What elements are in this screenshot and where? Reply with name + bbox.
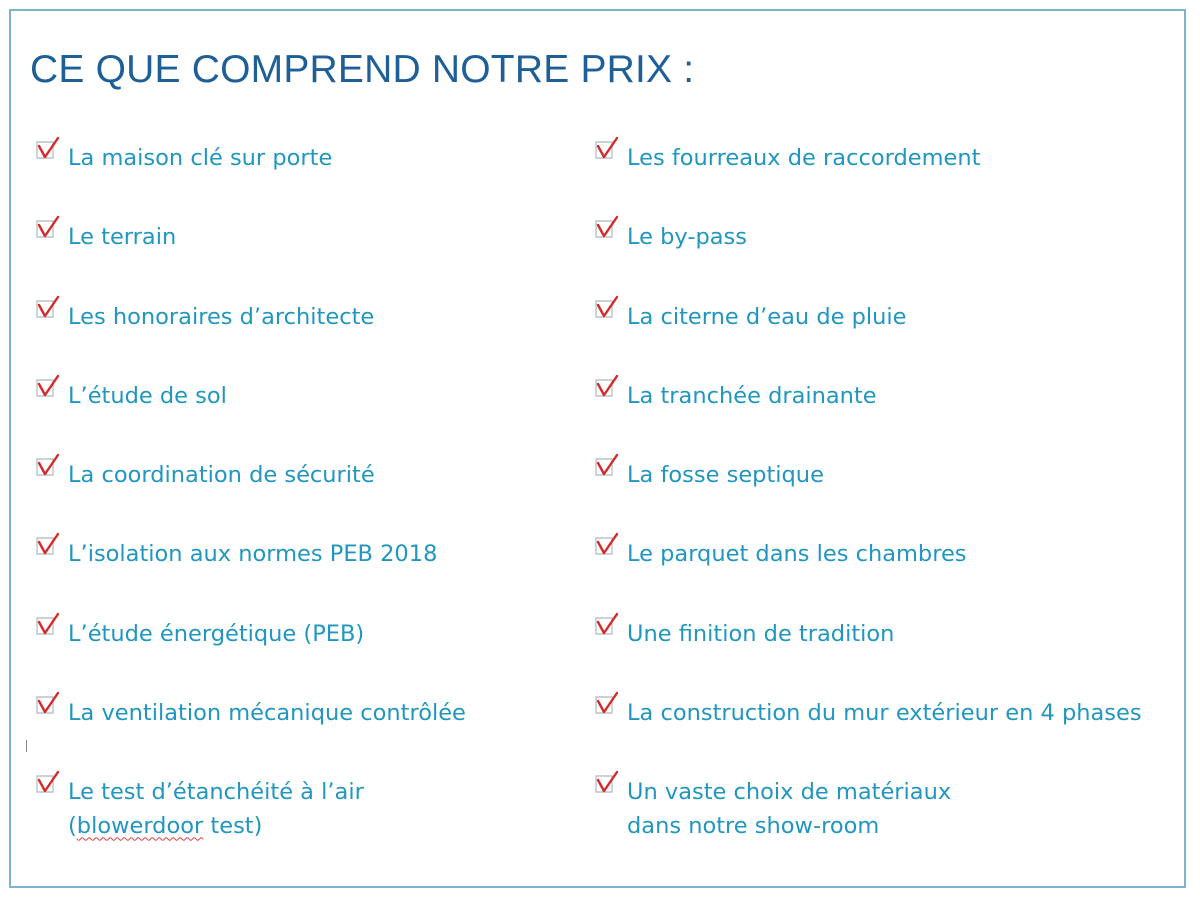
paren-close: test) [203,813,263,840]
checked-box-icon [33,532,61,560]
checked-box-icon [33,136,61,164]
checked-box-icon [592,295,620,323]
item-label-line-2: dans notre show-room [627,813,880,840]
item-label: Le terrain [68,224,177,251]
item-label: Le by-pass [627,224,747,251]
item-label [627,775,951,843]
item-label [68,775,364,843]
item-label: Le parquet dans les chambres [627,541,967,568]
checked-box-icon [592,691,620,719]
checked-box-icon [33,215,61,243]
checked-box-icon [592,215,620,243]
checked-box-icon [592,453,620,481]
item-label-line-1: Un vaste choix de matériaux [627,779,952,806]
checked-box-icon [33,374,61,402]
item-label: Les honoraires d’architecte [68,303,375,330]
item-label: L’étude énergétique (PEB) [68,620,365,647]
spellcheck-word[interactable]: blowerdoor [76,813,204,840]
item-label: La maison clé sur porte [68,145,333,171]
item-label-line-2 [68,809,364,843]
checked-box-icon [33,612,61,640]
checked-box-icon [592,532,620,560]
page-title: CE QUE COMPREND NOTRE PRIX : [30,48,695,91]
checked-box-icon [592,374,620,402]
item-label: La coordination de sécurité [68,462,375,489]
checked-box-icon [592,136,620,164]
item-label: La citerne d’eau de pluie [627,303,907,330]
checked-box-icon [33,453,61,481]
checked-box-icon [592,612,620,640]
item-label: La construction du mur extérieur en 4 phases [627,700,1142,727]
item-label: La fosse septique [627,462,824,489]
checked-box-icon [33,295,61,323]
checked-box-icon [33,770,61,798]
checked-box-icon [592,770,620,798]
item-label: La ventilation mécanique contrôlée [68,700,466,727]
text-cursor [26,740,27,752]
item-label: L’isolation aux normes PEB 2018 [68,541,438,568]
item-label: Une finition de tradition [627,620,895,647]
paren-open: ( [68,813,77,840]
checked-box-icon [33,691,61,719]
item-label: L’étude de sol [68,382,227,409]
item-label: Les fourreaux de raccordement [627,145,981,171]
item-label: La tranchée drainante [627,382,877,409]
item-label-line-1: Le test d’étanchéité à l’air [68,779,364,806]
